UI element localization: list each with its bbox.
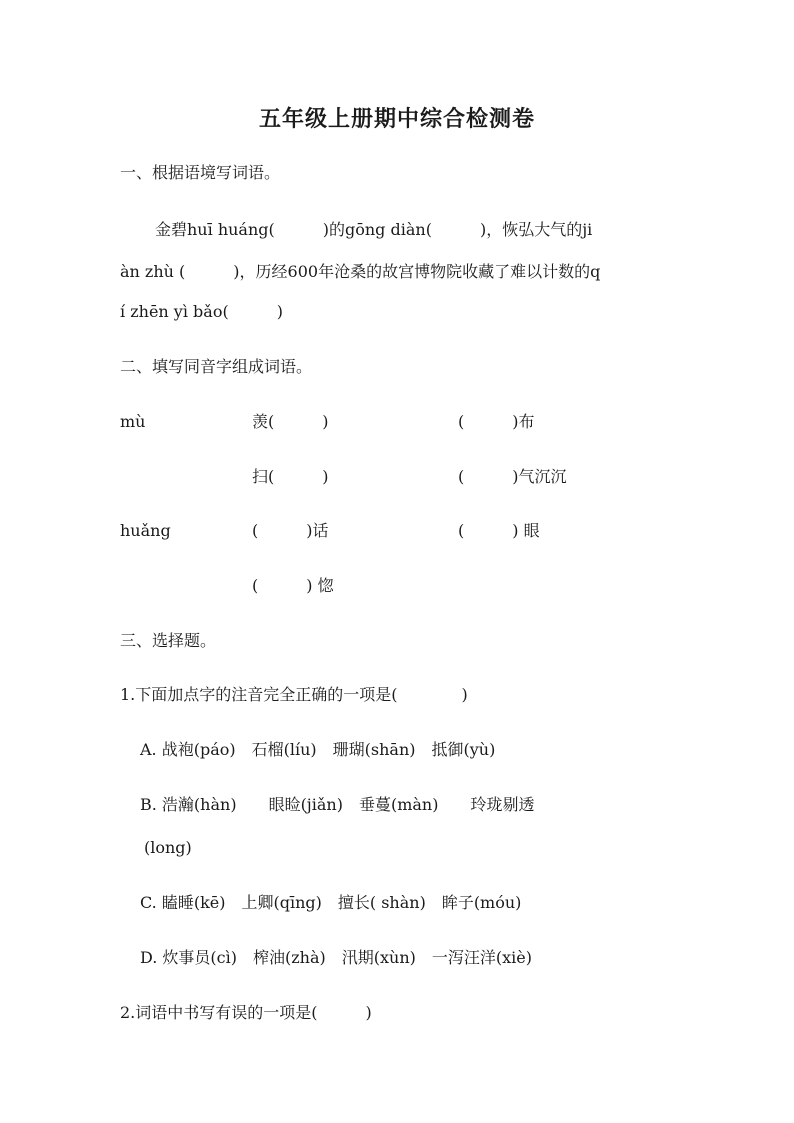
section3-heading: 三、选择题。 xyxy=(120,631,217,650)
question-2-stem: 2.词语中书写有误的一项是( ) xyxy=(120,1003,372,1022)
question-1-option-b: B. 浩瀚(hàn) 眼睑(jiǎn) 垂蔓(màn) 玲珑剔透 xyxy=(140,795,535,814)
pinyin-mu: mù xyxy=(120,412,146,431)
word-blank: ( )布 xyxy=(458,412,535,431)
question-1-option-b-cont: (long) xyxy=(144,838,192,857)
page-title: 五年级上册期中综合检测卷 xyxy=(258,106,535,132)
question-1-option-a: A. 战袍(páo) 石榴(líu) 珊瑚(shān) 抵御(yù) xyxy=(140,740,496,759)
word-blank: ( )话 xyxy=(252,521,329,540)
question-1-option-c: C. 瞌睡(kē) 上卿(qīng) 擅长( shàn) 眸子(móu) xyxy=(140,893,522,912)
word-blank: ( ) 惚 xyxy=(252,576,334,595)
section1-heading: 一、根据语境写词语。 xyxy=(120,163,281,182)
word-blank: 扫( ) xyxy=(252,467,329,486)
section1-line-2: àn zhù ( )，历经600年沧桑的故宫博物院收藏了难以计数的q xyxy=(120,262,601,281)
section1-line-3: í zhēn yì bǎo( ) xyxy=(120,302,283,321)
section1-line-1: 金碧huī huáng( )的gōng diàn( )，恢弘大气的ji xyxy=(155,220,593,239)
question-1-stem: 1.下面加点字的注音完全正确的一项是( ) xyxy=(120,685,468,704)
section2-heading: 二、填写同音字组成词语。 xyxy=(120,357,313,376)
pinyin-huang: huǎng xyxy=(120,521,171,540)
word-blank: 羡( ) xyxy=(252,412,329,431)
word-blank: ( ) 眼 xyxy=(458,521,540,540)
question-1-option-d: D. 炊事员(cì) 榨油(zhà) 汛期(xùn) 一泻汪洋(xiè) xyxy=(140,948,532,967)
word-blank: ( )气沉沉 xyxy=(458,467,567,486)
